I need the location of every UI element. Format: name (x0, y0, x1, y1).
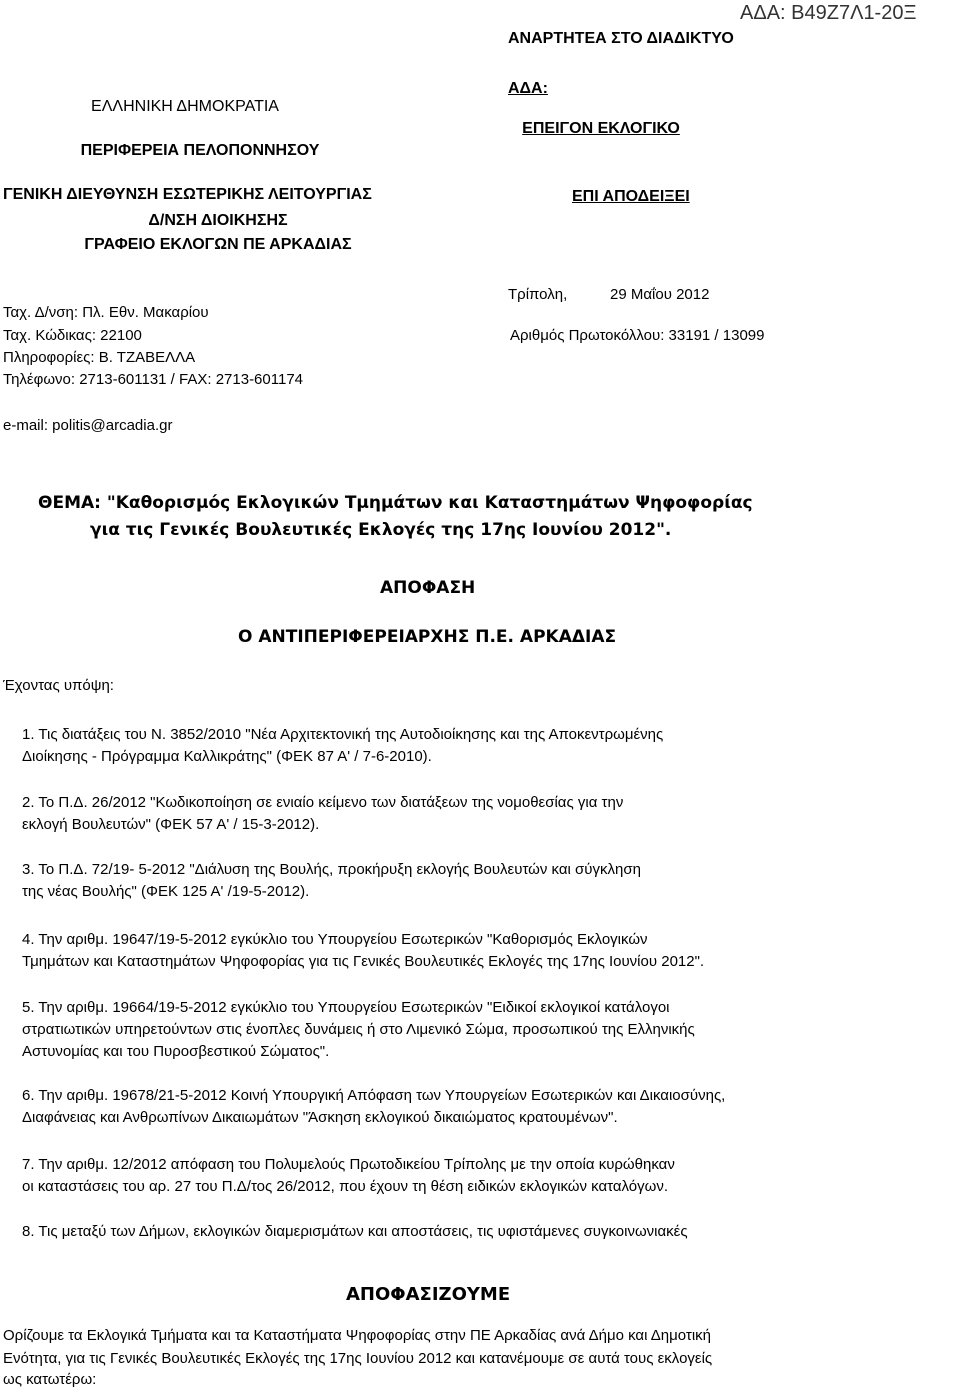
receipt-label: ΕΠΙ ΑΠΟΔΕΙΞΕΙ (572, 188, 690, 205)
list-item: 8. Τις μεταξύ των Δήμων, εκλογικών διαμερισμάτων και αποστάσεις, τις υφιστάμενες συγκοινωνιακές (22, 1223, 688, 1240)
ada-label: ΑΔΑ: (508, 80, 548, 97)
phone-fax: Τηλέφωνο: 2713-601131 / FAX: 2713-601174 (3, 371, 303, 388)
list-item: 5. Την αριθμ. 19664/19-5-2012 εγκύκλιο του Υπουργείου Εσωτερικών "Ειδικοί εκλογικοί κατάλογοι στρατιωτικών υπηρετούντων στις ένοπλες δυνάμεις ή στο Λιμενικό Σώμα, προσωπικού της Ελληνικής Αστυνομίας και του Πυροσβεστικού Σώματος". (22, 999, 695, 1060)
issuing-authority: Ο ΑΝΤΙΠΕΡΙΦΕΡΕΙΑΡΧΗΣ Π.Ε. ΑΡΚΑΔΙΑΣ (238, 627, 617, 647)
email-address: e-mail: politis@arcadia.gr (3, 417, 173, 434)
list-item: 6. Την αριθμ. 19678/21-5-2012 Κοινή Υπουργική Απόφαση των Υπουργείων Εσωτερικών και Δικαιοσύνης, Διαφάνειας και Ανθρωπίνων Δικαιωμάτων "Άσκηση εκλογικού δικαιώματος κρατουμένων". (22, 1087, 726, 1126)
urgent-electoral-label: ΕΠΕΙΓΟΝ ΕΚΛΟΓΙΚΟ (522, 120, 680, 137)
directorate: Δ/ΝΣΗ ΔΙΟΙΚΗΣΗΣ (148, 212, 288, 229)
list-item: 1. Τις διατάξεις του Ν. 3852/2010 "Νέα Αρχιτεκτονική της Αυτοδιοίκησης και της Αποκεντρωμένης Διοίκησης - Πρόγραμμα Καλλικράτης" (ΦΕΚ 87 Α' / 7-6-2010). (22, 726, 664, 765)
considering-label: Έχοντας υπόψη: (3, 677, 114, 694)
republic-name: ΕΛΛΗΝΙΚΗ ΔΗΜΟΚΡΑΤΙΑ (91, 98, 279, 115)
decision-title: ΑΠΟΦΑΣΗ (380, 578, 476, 598)
subject-line-2: για τις Γενικές Βουλευτικές Εκλογές της 17ης Ιουνίου 2012". (90, 520, 672, 540)
closing-line-1: Ορίζουμε τα Εκλογικά Τμήματα και τα Καταστήματα Ψηφοφορίας στην ΠΕ Αρκαδίας ανά Δήμο και Δημοτική (3, 1327, 711, 1344)
issue-date: 29 Μαΐου 2012 (610, 286, 710, 303)
protocol-number: Αριθμός Πρωτοκόλλου: 33191 / 13099 (510, 327, 765, 344)
list-item: 3. Το Π.Δ. 72/19- 5-2012 "Διάλυση της Βουλής, προκήρυξη εκλογής Βουλευτών και σύγκληση της νέας Βουλής" (ΦΕΚ 125 Α' /19-5-2012). (22, 861, 641, 900)
list-item: 7. Την αριθμ. 12/2012 απόφαση του Πολυμελούς Πρωτοδικείου Τρίπολης με την οποία κυρώθηκαν οι καταστάσεις του αρ. 27 του Π.Δ/τος 26/2012, που έχουν τη θέση ειδικών εκλογικών καταλόγων. (22, 1156, 675, 1195)
ada-identifier: ΑΔΑ: Β49Ζ7Λ1-20Ξ (740, 2, 917, 24)
region-name: ΠΕΡΙΦΕΡΕΙΑ ΠΕΛΟΠΟΝΝΗΣΟΥ (80, 142, 320, 159)
contact-person: Πληροφορίες: Β. ΤΖΑΒΕΛΛΑ (3, 349, 196, 366)
decide-title: ΑΠΟΦΑΣΙΖΟΥΜΕ (346, 1284, 511, 1305)
list-item: 4. Την αριθμ. 19647/19-5-2012 εγκύκλιο του Υπουργείου Εσωτερικών "Καθορισμός Εκλογικών Τμημάτων και Καταστημάτων Ψηφοφορίας για τις Γενικές Βουλευτικές Εκλογές της 17ης Ιουνίου 2012". (22, 931, 705, 970)
general-directorate: ΓΕΝΙΚΗ ΔΙΕΥΘΥΝΣΗ ΕΣΩΤΕΡΙΚΗΣ ΛΕΙΤΟΥΡΓΙΑΣ (3, 186, 372, 203)
elections-office: ΓΡΑΦΕΙΟ ΕΚΛΟΓΩΝ ΠΕ ΑΡΚΑΔΙΑΣ (84, 236, 352, 253)
closing-line-2: Ενότητα, για τις Γενικές Βουλευτικές Εκλογές της 17ης Ιουνίου 2012 και κατανέμουμε σε αυτά τους εκλογείς (3, 1350, 713, 1367)
closing-line-3: ως κατωτέρω: (3, 1371, 97, 1388)
postal-code: Ταχ. Κώδικας: 22100 (3, 327, 142, 344)
issue-place: Τρίπολη, (508, 286, 568, 303)
subject-line-1: ΘΕΜΑ: "Καθορισμός Εκλογικών Τμημάτων και Καταστημάτων Ψηφοφορίας (38, 493, 753, 513)
posted-online-label: ΑΝΑΡΤΗΤΕΑ ΣΤΟ ΔΙΑΔΙΚΤΥΟ (508, 30, 734, 47)
list-item: 2. Το Π.Δ. 26/2012 "Κωδικοποίηση σε ενιαίο κείμενο των διατάξεων της νομοθεσίας για την εκλογή Βουλευτών" (ΦΕΚ 57 Α' / 15-3-2012). (22, 794, 624, 833)
postal-address: Ταχ. Δ/νση: Πλ. Εθν. Μακαρίου (3, 304, 209, 321)
